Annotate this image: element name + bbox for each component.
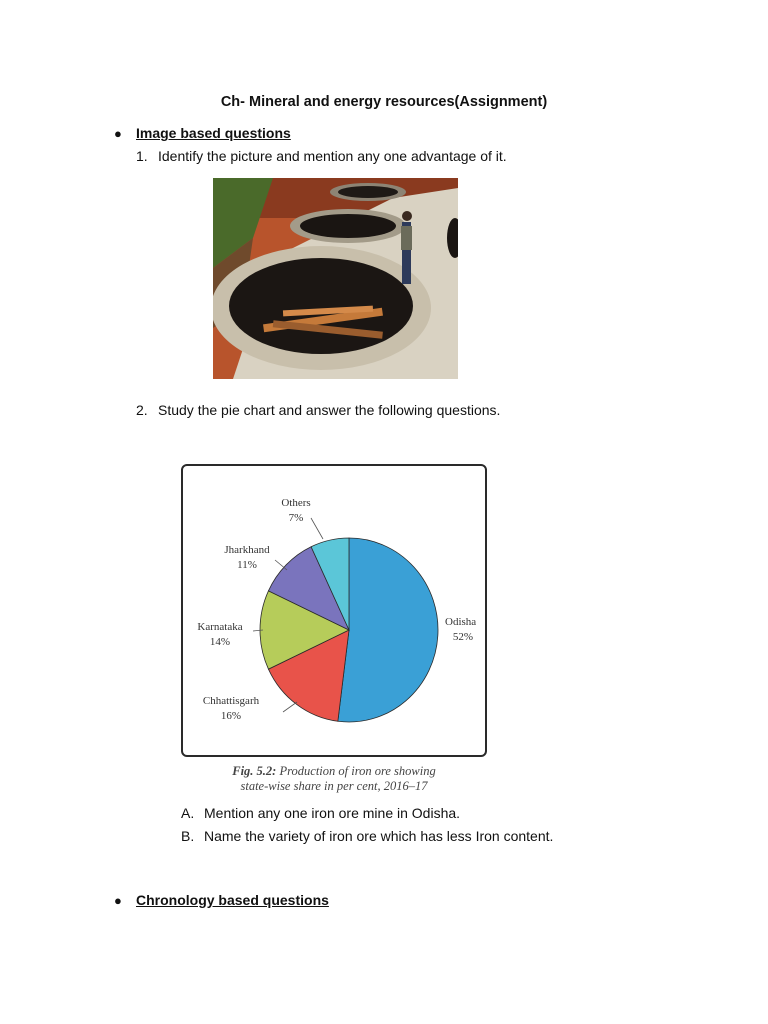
leader-line-chhattisgarh xyxy=(283,702,297,712)
slice-label-jharkhand: Jharkhand xyxy=(224,544,270,556)
question-2-text: Study the pie chart and answer the following questions. xyxy=(158,402,501,418)
slice-value-chhattisgarh: 16% xyxy=(220,710,242,722)
leader-line-jharkhand xyxy=(275,560,287,570)
slice-label-karnataka: Karnataka xyxy=(197,621,243,633)
bullet-chronology-questions: ● xyxy=(114,893,122,908)
leader-line-others xyxy=(311,518,323,539)
slice-value-karnataka: 14% xyxy=(209,636,231,648)
slice-label-others: Others xyxy=(281,497,311,509)
slice-value-others: 7% xyxy=(288,512,304,524)
slice-label-chhattisgarh: Chhattisgarh xyxy=(202,695,260,707)
sub-question-b-letter: B. xyxy=(181,828,195,844)
slice-value-odisha: 52% xyxy=(452,631,474,643)
pie-chart-svg xyxy=(183,466,485,755)
iron-ore-pie-chart xyxy=(181,464,487,757)
question-1-number: 1. xyxy=(136,148,148,164)
section-heading-chronology-questions: Chronology based questions xyxy=(136,892,329,908)
figure-number: Fig. 5.2: xyxy=(232,764,277,778)
bullet-image-questions: ● xyxy=(114,126,122,141)
section-heading-image-questions: Image based questions xyxy=(136,125,291,141)
page-title: Ch- Mineral and energy resources(Assignment) xyxy=(220,94,548,110)
pie-slice-odisha xyxy=(338,538,438,722)
sub-question-a-text: Mention any one iron ore mine in Odisha. xyxy=(204,805,461,821)
question-1-text: Identify the picture and mention any one advantage of it. xyxy=(158,148,507,164)
slice-label-odisha: Odisha xyxy=(445,616,477,628)
figure-caption-line2: state-wise share in per cent, 2016–17 xyxy=(240,779,428,793)
figure-caption-line1: Production of iron ore showing xyxy=(279,764,436,778)
sub-question-b-text: Name the variety of iron ore which has less Iron content. xyxy=(204,828,554,844)
question-2-number: 2. xyxy=(136,402,148,418)
slice-value-jharkhand: 11% xyxy=(237,559,257,571)
gobar-gas-plant-photo xyxy=(213,178,458,379)
figure-caption xyxy=(181,764,487,794)
sub-question-a-letter: A. xyxy=(181,805,195,821)
